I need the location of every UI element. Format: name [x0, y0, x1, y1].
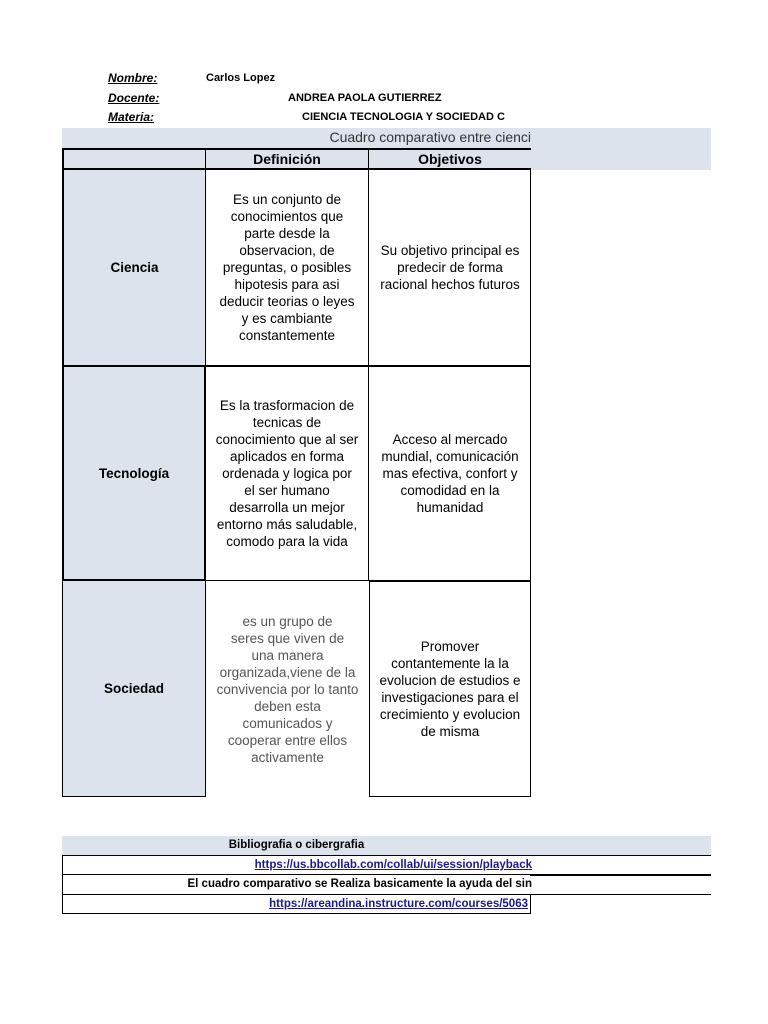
materia-label: Materia:	[108, 110, 155, 124]
text-line: mas efectiva, confort y	[382, 466, 518, 481]
text-line: crecimiento y evolucion	[379, 707, 521, 722]
docente-label: Docente:	[108, 91, 160, 105]
text-line: mundial, comunicación	[381, 449, 519, 464]
text-line: desarrolla un mejor	[229, 500, 345, 515]
text-line: Acceso al mercado	[392, 432, 508, 447]
row-label-sociedad	[62, 581, 206, 797]
text-line: evolucion de estudios e	[379, 673, 521, 688]
header-empty-cell	[62, 148, 206, 170]
text-line: parte desde la	[244, 226, 330, 241]
text-line: conocimiento que al ser	[215, 432, 359, 447]
text-line: racional hechos futuros	[380, 277, 520, 292]
comparison-table	[62, 148, 531, 797]
nombre-label: Nombre:	[108, 71, 158, 85]
cell-ciencia-definicion	[206, 170, 369, 367]
text-line: preguntas, o posibles	[222, 260, 352, 275]
nombre-value: Carlos Lopez	[206, 72, 276, 84]
text-line: deben esta	[254, 698, 321, 714]
table-right-border	[530, 170, 531, 581]
text-line: y es cambiante	[241, 311, 333, 326]
row-label-text: Sociedad	[103, 681, 165, 696]
text-line: comodidad en la	[400, 483, 500, 498]
docente-value: ANDREA PAOLA GUTIERREZ	[288, 92, 442, 104]
text-line: Es la trasformacion de	[219, 398, 355, 413]
bib-divider	[530, 875, 711, 876]
text-line: seres que viven de	[230, 630, 345, 646]
text-line: aplicados en forma	[229, 449, 345, 464]
header-definicion: Definición	[206, 148, 369, 170]
text-line: constantemente	[238, 328, 336, 343]
text-line: contantemente la la	[391, 656, 509, 671]
text-line: humanidad	[416, 500, 484, 515]
bib-row-2-text-wrap	[63, 875, 532, 894]
bib-row-2	[62, 875, 711, 895]
bib-link-1[interactable]: https://us.bbcollab.com/collab/ui/session/playback	[254, 859, 532, 871]
bib-link-2[interactable]: https://areandina.instructure.com/courses/5063	[269, 898, 528, 910]
text-line: organizada,viene de la	[219, 664, 356, 680]
text-line: deducir teorias o leyes	[219, 294, 355, 309]
bib-row-1	[62, 855, 711, 875]
text-line: cooperar entre ellos	[227, 732, 348, 748]
cell-sociedad-objetivos	[369, 581, 531, 797]
text-line: convivencia por lo tanto	[216, 681, 359, 697]
text-line: de misma	[420, 724, 480, 739]
text-line: Promover	[420, 639, 480, 654]
text-line: tecnicas de	[252, 415, 322, 430]
text-line: es un grupo de	[242, 613, 333, 629]
cell-ciencia-objetivos	[369, 170, 531, 367]
cell-sociedad-definicion	[206, 581, 369, 797]
text-line: hipotesis para asi	[234, 277, 340, 292]
text-line: entorno más saludable,	[216, 517, 358, 532]
text-line: investigaciones para el	[381, 690, 519, 705]
text-line: comodo para la vida	[226, 534, 348, 549]
cell-tecnologia-definicion	[206, 367, 369, 581]
text-line: ordenada y logica por	[222, 466, 352, 481]
bib-note: El cuadro comparativo se Realiza basicamente la ayuda del sin	[187, 878, 532, 890]
text-line: Es un conjunto de	[232, 192, 342, 207]
text-line: observacion, de	[239, 243, 335, 258]
text-line: Su objetivo principal es	[380, 243, 520, 258]
bib-row-3	[62, 895, 531, 914]
row-label-text: Tecnología	[98, 465, 170, 481]
text-line: una manera	[251, 647, 324, 663]
materia-value: CIENCIA TECNOLOGIA Y SOCIEDAD C	[302, 111, 505, 123]
text-line: conocimientos que	[230, 209, 344, 224]
header-objetivos: Objetivos	[418, 150, 482, 167]
text-line: el ser humano	[244, 483, 330, 498]
text-line: comunicados y	[242, 715, 333, 731]
bib-row-1-text-wrap	[63, 856, 532, 875]
bib-title: Bibliografia o cibergrafia	[228, 839, 365, 851]
text-line: activamente	[251, 749, 324, 765]
text-line: predecir de forma	[397, 260, 503, 275]
row-label-tecnologia	[62, 367, 206, 581]
table-title: Cuadro comparativo entre cienci	[329, 129, 531, 145]
row-label-text: Ciencia	[110, 260, 159, 275]
cell-tecnologia-objetivos	[369, 367, 531, 581]
row-label-ciencia	[62, 170, 206, 367]
